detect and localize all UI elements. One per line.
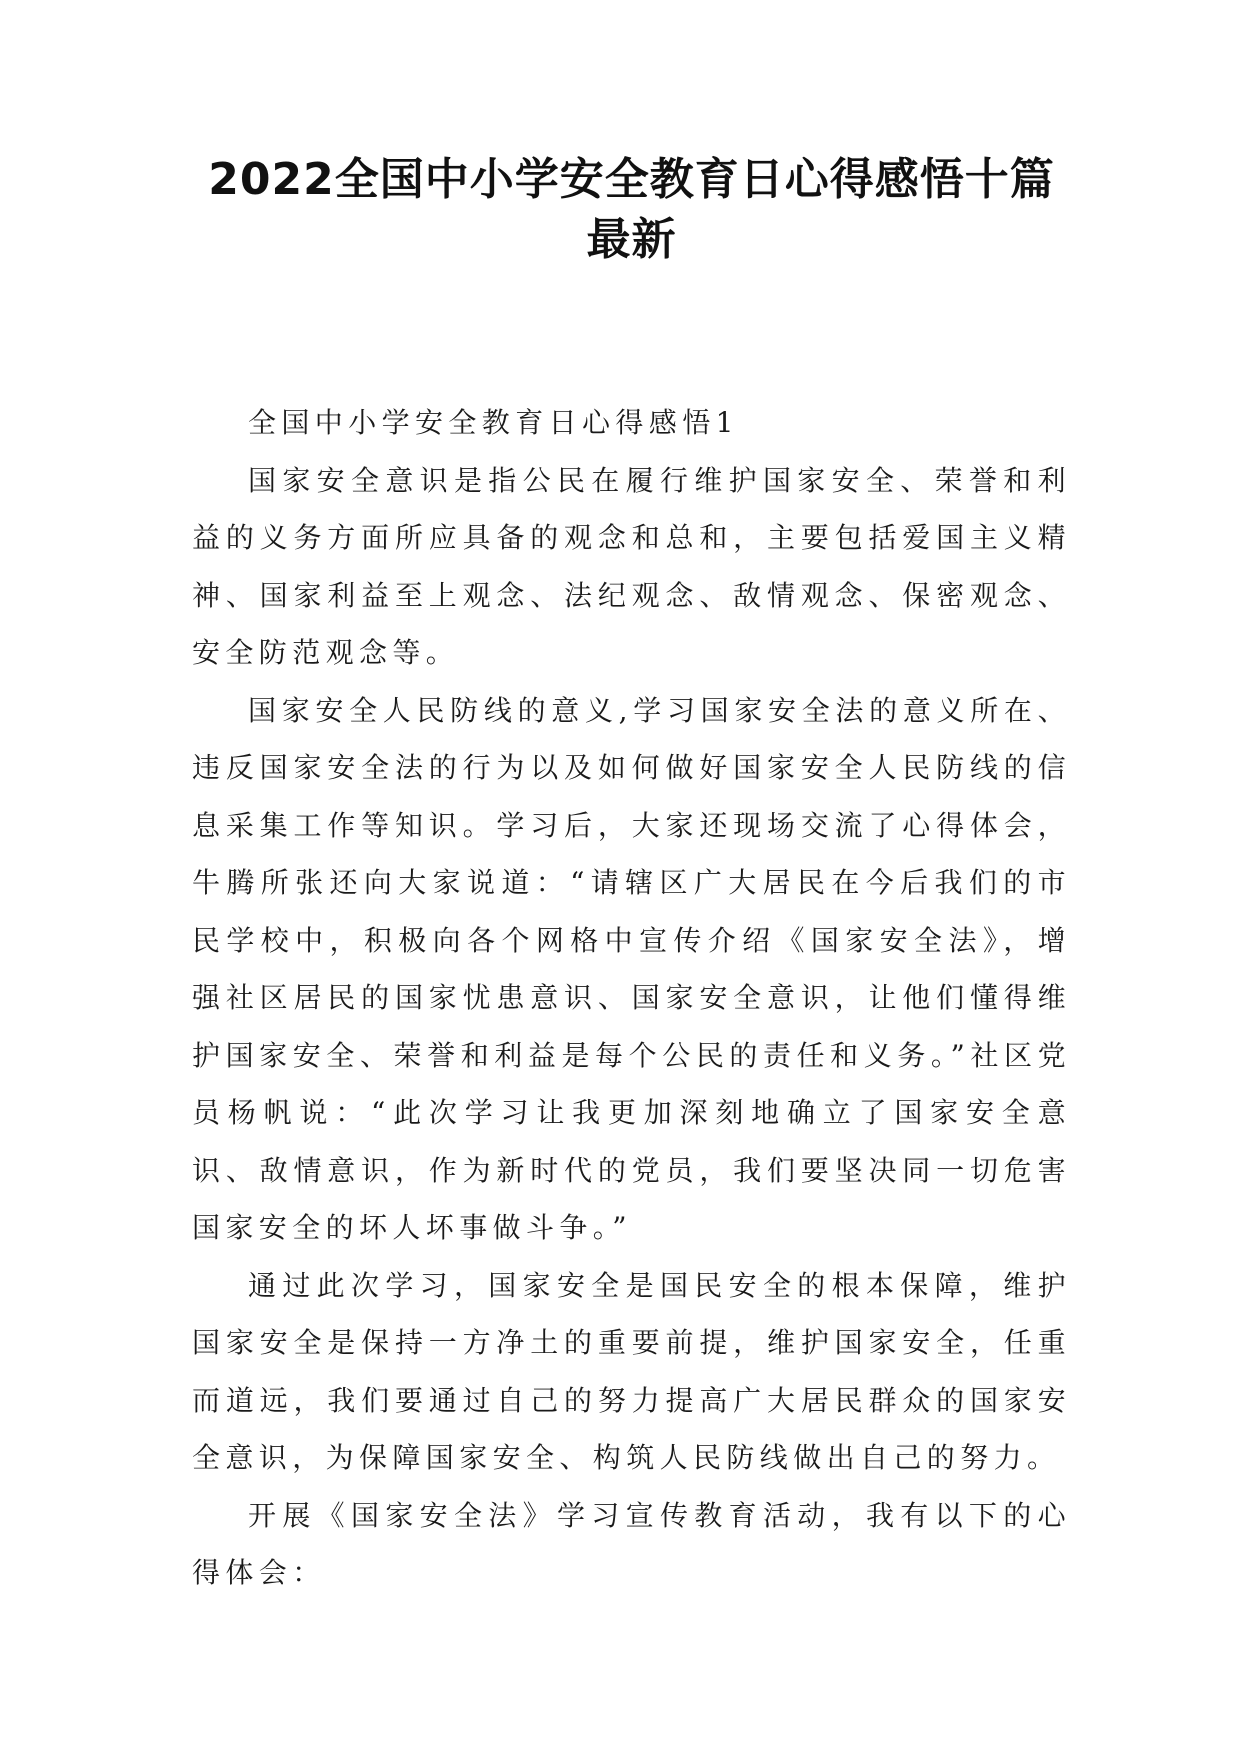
section-heading: 全国中小学安全教育日心得感悟1 — [248, 406, 739, 439]
document-title — [192, 150, 1071, 270]
paragraph: 通过此次学习，国家安全是国民安全的根本保障，维护国家安全是保持一方净土的重要前提，维护国家安全，任重而道远，我们要通过自己的努力提高广大居民群众的国家安全意识，为保障国家安全、构筑人民防线做出自己的努力。 — [192, 1268, 1071, 1474]
document-body — [192, 394, 1071, 1602]
title-line-2: 最新 — [586, 214, 677, 265]
paragraph: 国家安全人民防线的意义,学习国家安全法的意义所在、违反国家安全法的行为以及如何做好国家安全人民防线的信息采集工作等知识。学习后，大家还现场交流了心得体会，牛腾所张还向大家说道：“请辖区广大居民在今后我们的市民学校中，积极向各个网格中宣传介绍《国家安全法》，增强社区居民的国家忧患意识、国家安全意识，让他们懂得维护国家安全、荣誉和利益是每个公民的责任和义务。”社区党员杨帆说：“此次学习让我更加深刻地确立了国家安全意识、敌情意识，作为新时代的党员，我们要坚决同一切危害国家安全的坏人坏事做斗争。” — [192, 693, 1071, 1244]
title-line-1: 2022全国中小学安全教育日心得感悟十篇 — [208, 154, 1055, 205]
paragraph: 国家安全意识是指公民在履行维护国家安全、荣誉和利益的义务方面所应具备的观念和总和，主要包括爱国主义精神、国家利益至上观念、法纪观念、敌情观念、保密观念、安全防范观念等。 — [192, 463, 1071, 669]
paragraph: 开展《国家安全法》学习宣传教育活动，我有以下的心得体会： — [192, 1498, 1071, 1589]
